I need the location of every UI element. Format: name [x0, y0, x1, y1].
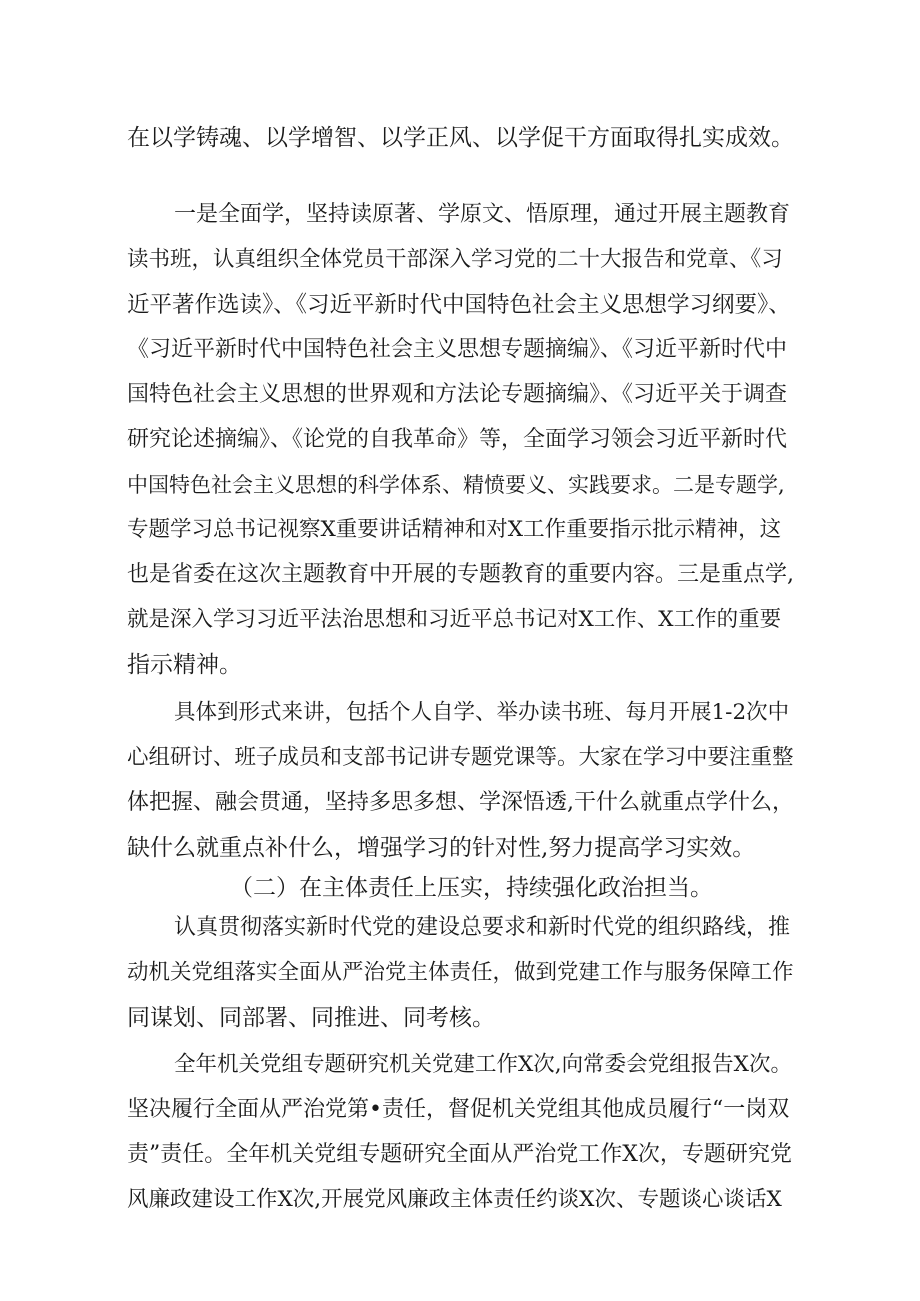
- line-23: 责”责任。全年机关党组专题研究全面从严治党工作X次，专题研究党: [127, 1142, 792, 1167]
- line-18: 认真贯彻落实新时代党的建设总要求和新时代党的组织路线，推: [174, 915, 791, 940]
- line-6: 国特色社会主义思想的世界观和方法论专题摘编》、《习近平关于调查: [127, 382, 788, 407]
- line-2: 一是全面学，坚持读原著、学原文、悟原理，通过开展主题教育: [174, 202, 791, 227]
- line-12: 指示精神。: [127, 652, 242, 678]
- line-7: 研究论述摘编》、《论党的自我革命》等，全面学习领会习近平新时代: [127, 427, 788, 452]
- line-4: 近平著作选读》、《习近平新时代中国特色社会主义思想学习纲要》、: [127, 292, 791, 318]
- line-9: 专题学习总书记视察X重要讲话精神和对X工作重要指示批示精神，这: [127, 517, 782, 542]
- line-24: 风廉政建设工作X次,开展党风廉政主体责任约谈X次、专题谈心谈话X: [127, 1187, 782, 1212]
- line-5: 《习近平新时代中国特色社会主义思想专题摘编》、《习近平新时代中: [127, 337, 788, 362]
- line-16: 缺什么就重点补什么，增强学习的针对性,努力提高学习实效。: [127, 835, 756, 861]
- line-21: 全年机关党组专题研究机关党建工作X次,向常委会党组报告X次。: [174, 1052, 792, 1077]
- line-11: 就是深入学习习近平法治思想和习近平总书记对X工作、X工作的重要: [127, 607, 782, 632]
- line-22: 坚决履行全面从严治党第•责任，督促机关党组其他成员履行“一岗双: [127, 1097, 790, 1122]
- line-10: 也是省委在这次主题教育中开展的专题教育的重要内容。三是重点学,: [127, 562, 794, 587]
- line-3: 读书班，认真组织全体党员干部深入学习党的二十大报告和党章、《习: [127, 247, 783, 272]
- line-19: 动机关党组落实全面从严治党主体责任，做到党建工作与服务保障工作: [127, 960, 794, 985]
- line-8: 中国特色社会主义思想的科学体系、精愤要义、实践要求。二是专题学,: [127, 473, 785, 497]
- line-20: 同谋划、同部署、同推进、同考核。: [127, 1005, 495, 1031]
- line-13: 具体到形式来讲，包括个人自学、举办读书班、每月开展1-2次中: [174, 700, 790, 725]
- line-15: 体把握、融会贯通，坚持多思多想、学深悟透,干什么就重点学什么，: [127, 790, 794, 815]
- line-14: 心组研讨、班子成员和支部书记讲专题党课等。大家在学习中要注重整: [127, 745, 794, 770]
- line-1: 在以学铸魂、以学增智、以学正风、以学促干方面取得扎实成效。: [127, 125, 794, 151]
- section-heading: （二）在主体责任上压实，持续强化政治担当。: [230, 875, 713, 901]
